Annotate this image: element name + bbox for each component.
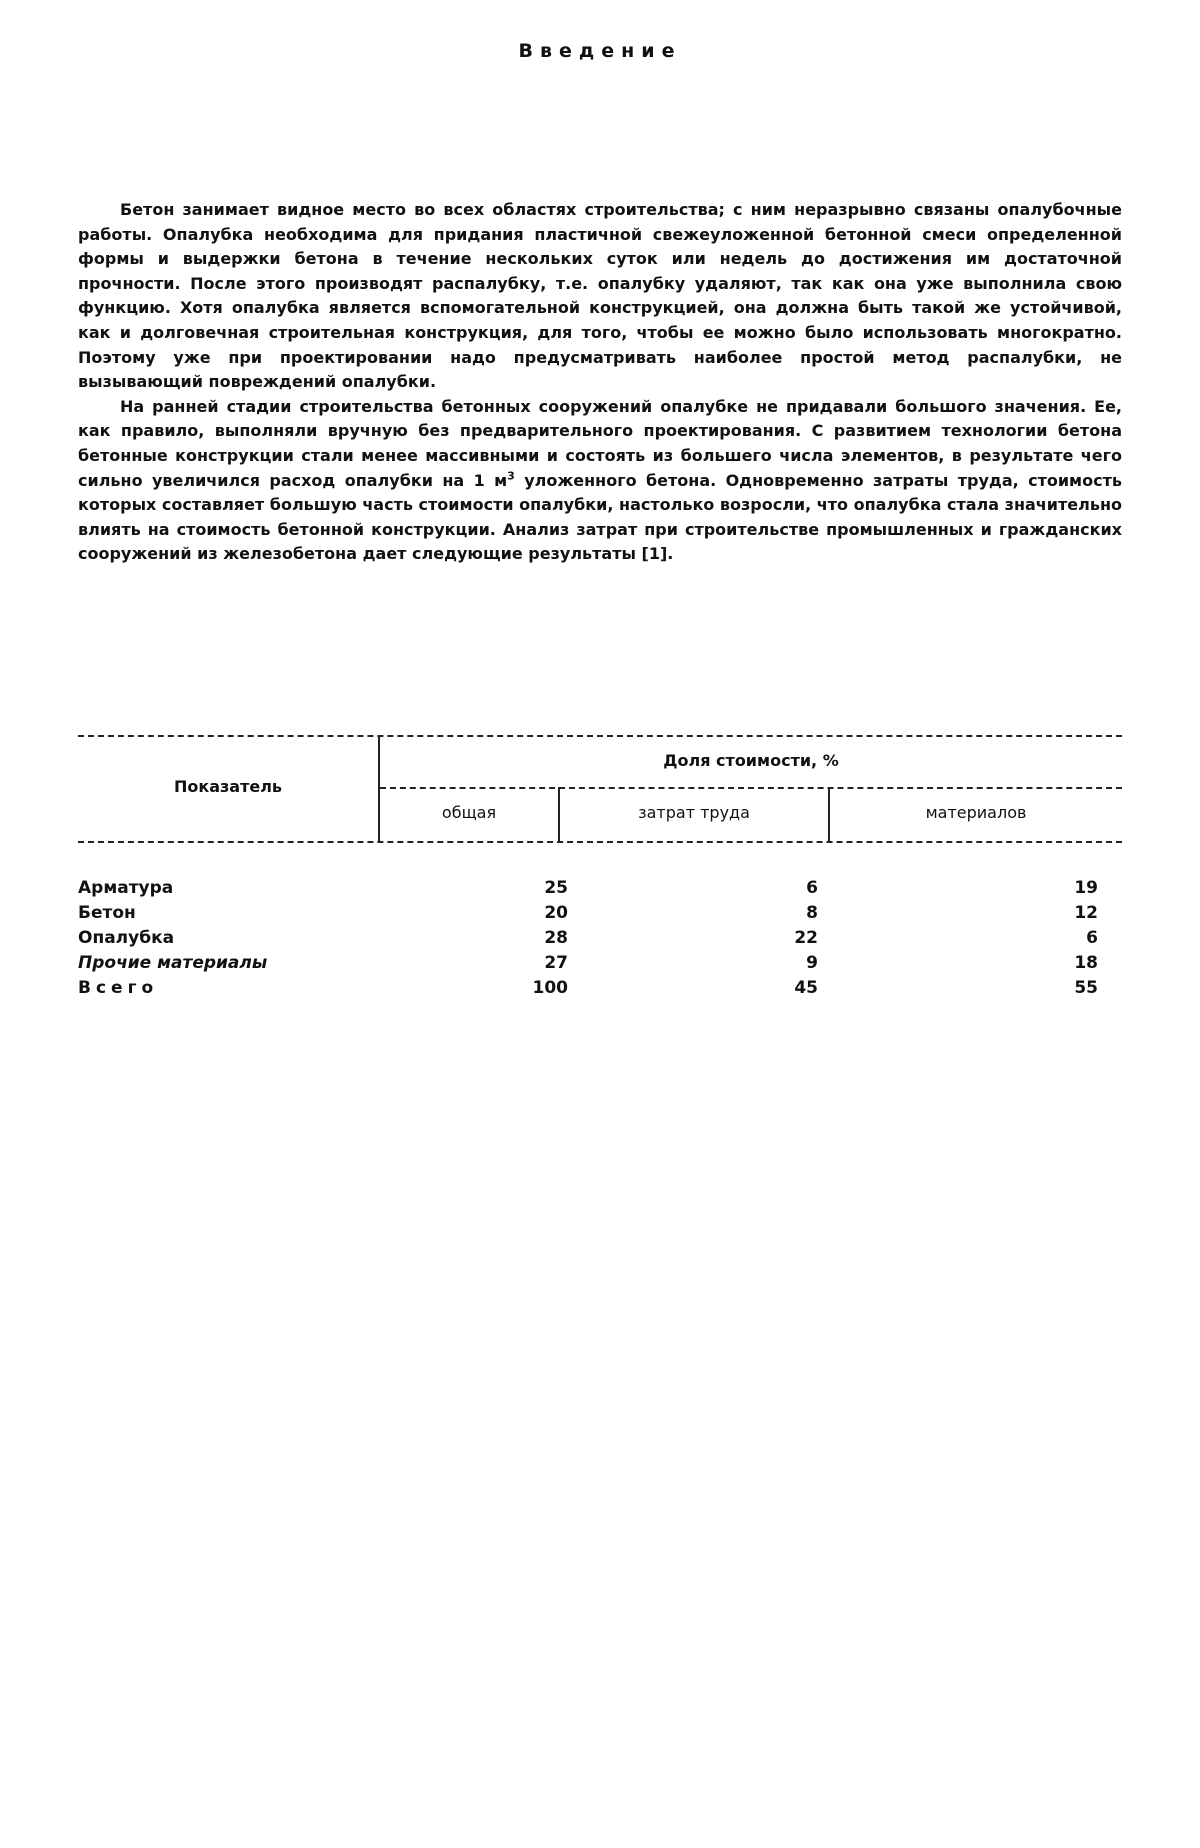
superscript-3: 3 [507, 469, 515, 483]
row-labor: 22 [794, 928, 818, 948]
cost-table-header [78, 735, 1122, 845]
table-row-total [78, 976, 1122, 1001]
row-labor: 45 [794, 978, 818, 998]
row-total: 27 [544, 953, 568, 973]
paragraph-2 [78, 395, 1122, 567]
row-materials: 55 [1074, 978, 1098, 998]
row-labor: 8 [806, 903, 818, 923]
row-materials: 19 [1074, 878, 1098, 898]
column-header-indicator: Показатель [173, 777, 283, 796]
paragraph-2-part-2: уложенного бетона. Одновременно затраты труда, стоимость которых составляет большую часть стоимости опалубки, настолько возросли, что опалубка стала значительно влиять на стоимость бетонной конструкции. Анализ затрат при строительстве промышленных и гражданских сооружений из железобетона дает следующие результаты [1]. [78, 470, 1122, 564]
group-header-cost-share: Доля стоимости, % [663, 751, 839, 770]
page-title: Введение [518, 40, 682, 62]
cost-table-body [78, 876, 1122, 1001]
paragraph-1: Бетон занимает видное место во всех областях строительства; с ним неразрывно связаны опалубочные работы. Опалубка необходима для придания пластичной свежеуложенной бетонной смеси определенной формы и выдержки бетона в течение нескольких суток или недель до достижения им достаточной прочности. После этого производят распалубку, т.е. опалубку удаляют, так как она уже выполнила свою функцию. Хотя опалубка является вспомогательной конструкцией, она должна быть такой же устойчивой, как и долговечная строительная конструкция, для того, чтобы ее можно было использовать многократно. Поэтому уже при проектировании надо предусматривать наиболее простой метод распалубки, не вызывающий повреждений опалубки. [78, 200, 1122, 392]
row-materials: 18 [1074, 953, 1098, 973]
header-bottom-rule [78, 841, 1122, 843]
row-name: Всего [78, 978, 159, 998]
row-labor: 6 [806, 878, 818, 898]
table-top-rule [78, 735, 1122, 737]
column-header-materials: материалов [925, 803, 1027, 822]
table-row [78, 951, 1122, 976]
row-total: 100 [532, 978, 568, 998]
paragraph-2-part-1: На ранней стадии строительства бетонных сооружений опалубке не придавали большого значения. Ее, как правило, выполняли вручную без предварительного проектирования. С развитием технологии бетона бетонные конструкции стали менее массивными и состоять из большего числа элементов, в результате чего сильно увеличился расход опалубки на 1 м [78, 396, 1122, 490]
row-labor: 9 [806, 953, 818, 973]
row-total: 28 [544, 928, 568, 948]
row-name: Бетон [78, 903, 136, 923]
table-row [78, 901, 1122, 926]
row-name: Опалубка [78, 928, 175, 948]
column-header-total: общая [441, 803, 497, 822]
row-materials: 12 [1074, 903, 1098, 923]
row-materials: 6 [1086, 928, 1098, 948]
body-text [78, 198, 1122, 567]
group-header-rule [380, 787, 1122, 789]
column-header-labor: затрат труда [638, 803, 750, 822]
row-name: Прочие материалы [78, 953, 268, 973]
row-total: 20 [544, 903, 568, 923]
table-row [78, 876, 1122, 901]
row-total: 25 [544, 878, 568, 898]
table-row [78, 926, 1122, 951]
row-name: Арматура [78, 878, 174, 898]
